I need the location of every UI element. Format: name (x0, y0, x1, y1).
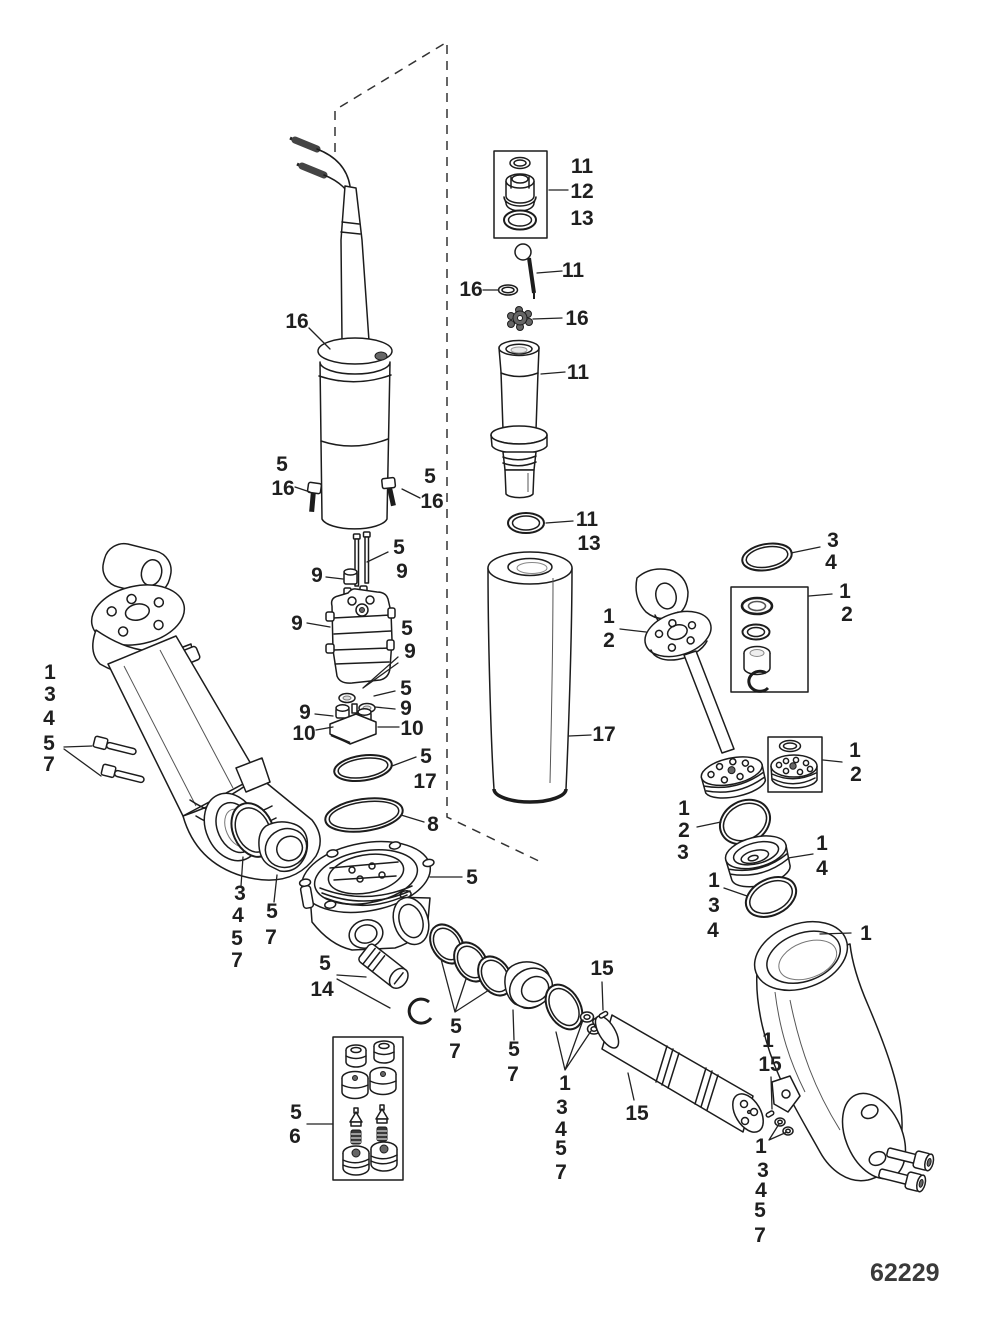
callout-trim-pin-top: 15 (590, 957, 614, 980)
trim-end-pin (766, 1110, 775, 1117)
callout-trim-end-stack-a: 1 (755, 1135, 767, 1158)
callout-piston-kit-b: 2 (850, 763, 862, 786)
callout-trim-oring-stack-b: 3 (556, 1096, 568, 1119)
callout-manifold: 5 (466, 866, 478, 889)
callout-rod-oring-b: 4 (825, 551, 837, 574)
callout-trim-end-stack-c: 4 (755, 1179, 767, 1202)
callout-cylinder-body: 1 (860, 922, 872, 945)
callout-left-bushing-a: 5 (266, 900, 278, 923)
callout-left-cylinder-a: 1 (44, 661, 56, 684)
callout-left-oring-d: 7 (231, 949, 243, 972)
callout-pump-stud-b: 9 (396, 560, 408, 583)
reservoir-tube (488, 552, 572, 802)
callout-piston-kit-a: 1 (849, 739, 861, 762)
reservoir-oring (333, 752, 394, 785)
callout-motor-screw-right-a: 5 (424, 465, 436, 488)
callout-left-cylinder-c: 4 (43, 707, 55, 730)
callout-reservoir-oring-b: 17 (413, 770, 437, 793)
left-cylinder-barrel (108, 636, 258, 816)
motor-screw-left (305, 482, 322, 513)
callout-cylinder-oring-b: 3 (708, 894, 720, 917)
callout-piston-oring-b: 2 (678, 819, 690, 842)
callout-reservoir-oring-a: 5 (420, 745, 432, 768)
callout-pump-motor: 16 (285, 310, 309, 333)
callout-left-oring-b: 4 (232, 904, 244, 927)
pump-coupler (344, 569, 357, 584)
callout-trim-rod-right-b: 2 (603, 629, 615, 652)
valve-sleeve (491, 341, 547, 498)
callout-trim-oring-stack-a: 1 (559, 1072, 571, 1095)
tilt-pin-shaft (529, 258, 534, 293)
piston-kit (768, 737, 822, 792)
callout-cylinder-oring-a: 1 (708, 869, 720, 892)
callout-valve-kit-a: 5 (290, 1101, 302, 1124)
callout-pump-washer-c: 10 (400, 717, 424, 740)
check-valve-fitting (357, 943, 412, 992)
callout-left-cylinder-d: 5 (43, 732, 55, 755)
callout-cylinder-oring-c: 4 (707, 919, 719, 942)
callout-star-retainer: 16 (565, 307, 589, 330)
callout-left-cylinder-b: 3 (44, 683, 56, 706)
callout-pump-coupler: 9 (311, 564, 323, 587)
release-valve-kit (494, 151, 547, 238)
callout-valve-sleeve: 11 (566, 361, 590, 384)
callout-left-oring-c: 5 (231, 927, 243, 950)
callout-rod-oring-a: 3 (827, 529, 839, 552)
callout-pump-right-a: 5 (401, 617, 413, 640)
adaptor-block (330, 704, 376, 744)
snap-ring (409, 999, 431, 1023)
pump-motor-assembly (290, 138, 397, 529)
callout-trim-cylinder: 15 (625, 1102, 649, 1125)
callout-memory-piston-b: 4 (816, 857, 828, 880)
callout-manifold-orings-b: 7 (449, 1040, 461, 1063)
callout-pin-oring: 16 (459, 278, 483, 301)
release-valve-oring-top (510, 158, 530, 169)
motor-tube (341, 186, 369, 341)
left-screw-1 (93, 736, 137, 757)
star-retainer (508, 307, 533, 331)
callout-release-valve: 12 (570, 180, 594, 203)
callout-piston-oring-c: 3 (677, 841, 689, 864)
callout-check-valve-b: 14 (310, 978, 334, 1001)
callout-reservoir: 17 (592, 723, 616, 746)
rod-oring (740, 540, 794, 574)
callout-piston-oring-a: 1 (678, 797, 690, 820)
callout-trim-end-stack-b: 3 (757, 1159, 769, 1182)
left-screw-2 (101, 764, 145, 785)
piston-rod (684, 651, 734, 753)
callout-pump-stud-a: 5 (393, 536, 405, 559)
callout-release-valve-oring-top: 11 (570, 155, 594, 178)
callout-adaptor-left-a: 9 (299, 701, 311, 724)
callout-trim-oring-stack-e: 7 (555, 1161, 567, 1184)
callout-sleeve-oring-b: 13 (577, 532, 601, 555)
callout-seal-kit-b: 2 (841, 603, 853, 626)
rod-piston-head (699, 752, 768, 803)
callout-seal-kit-a: 1 (839, 580, 851, 603)
callout-pump-assembly: 9 (291, 612, 303, 635)
callout-right-bushing-b: 7 (507, 1063, 519, 1086)
callout-motor-screw-left-b: 16 (271, 477, 295, 500)
callout-trim-end-stack-e: 7 (754, 1224, 766, 1247)
callout-motor-screw-left-a: 5 (276, 453, 288, 476)
callout-trim-end-b: 15 (758, 1053, 782, 1076)
callout-adaptor-left-b: 10 (292, 722, 316, 745)
callout-release-valve-oring-bottom: 13 (570, 207, 594, 230)
release-valve-plug (504, 174, 536, 211)
callout-tilt-pin: 11 (561, 259, 585, 282)
callout-memory-piston-a: 1 (816, 832, 828, 855)
valve-kit (333, 1037, 403, 1180)
callout-pump-right-b: 9 (404, 640, 416, 663)
manifold-oring (323, 794, 405, 837)
seal-kit (731, 587, 808, 692)
callout-right-bushing-a: 5 (508, 1038, 520, 1061)
callout-valve-kit-b: 6 (289, 1125, 301, 1148)
callout-pump-washer-a: 5 (400, 677, 412, 700)
callout-trim-end-a: 1 (762, 1029, 774, 1052)
manifold-orings (423, 918, 519, 1002)
callout-left-bushing-b: 7 (265, 926, 277, 949)
callout-manifold-orings-a: 5 (450, 1015, 462, 1038)
callout-trim-oring-stack-c: 4 (555, 1118, 567, 1141)
callout-trim-oring-stack-d: 5 (555, 1137, 567, 1160)
callout-check-valve-a: 5 (319, 952, 331, 975)
callout-trim-rod-right-a: 1 (603, 605, 615, 628)
tilt-pin-ring (515, 244, 531, 260)
callout-sleeve-oring-a: 11 (575, 508, 599, 531)
callout-pump-washer-b: 9 (400, 697, 412, 720)
callout-left-cylinder-e: 7 (43, 753, 55, 776)
drawing-number: 62229 (870, 1259, 940, 1287)
callout-manifold-oring: 8 (427, 813, 439, 836)
trim-pin-top-part (599, 1011, 609, 1019)
callout-trim-end-stack-d: 5 (754, 1199, 766, 1222)
callout-motor-screw-right-b: 16 (420, 490, 444, 513)
callout-left-oring-a: 3 (234, 882, 246, 905)
